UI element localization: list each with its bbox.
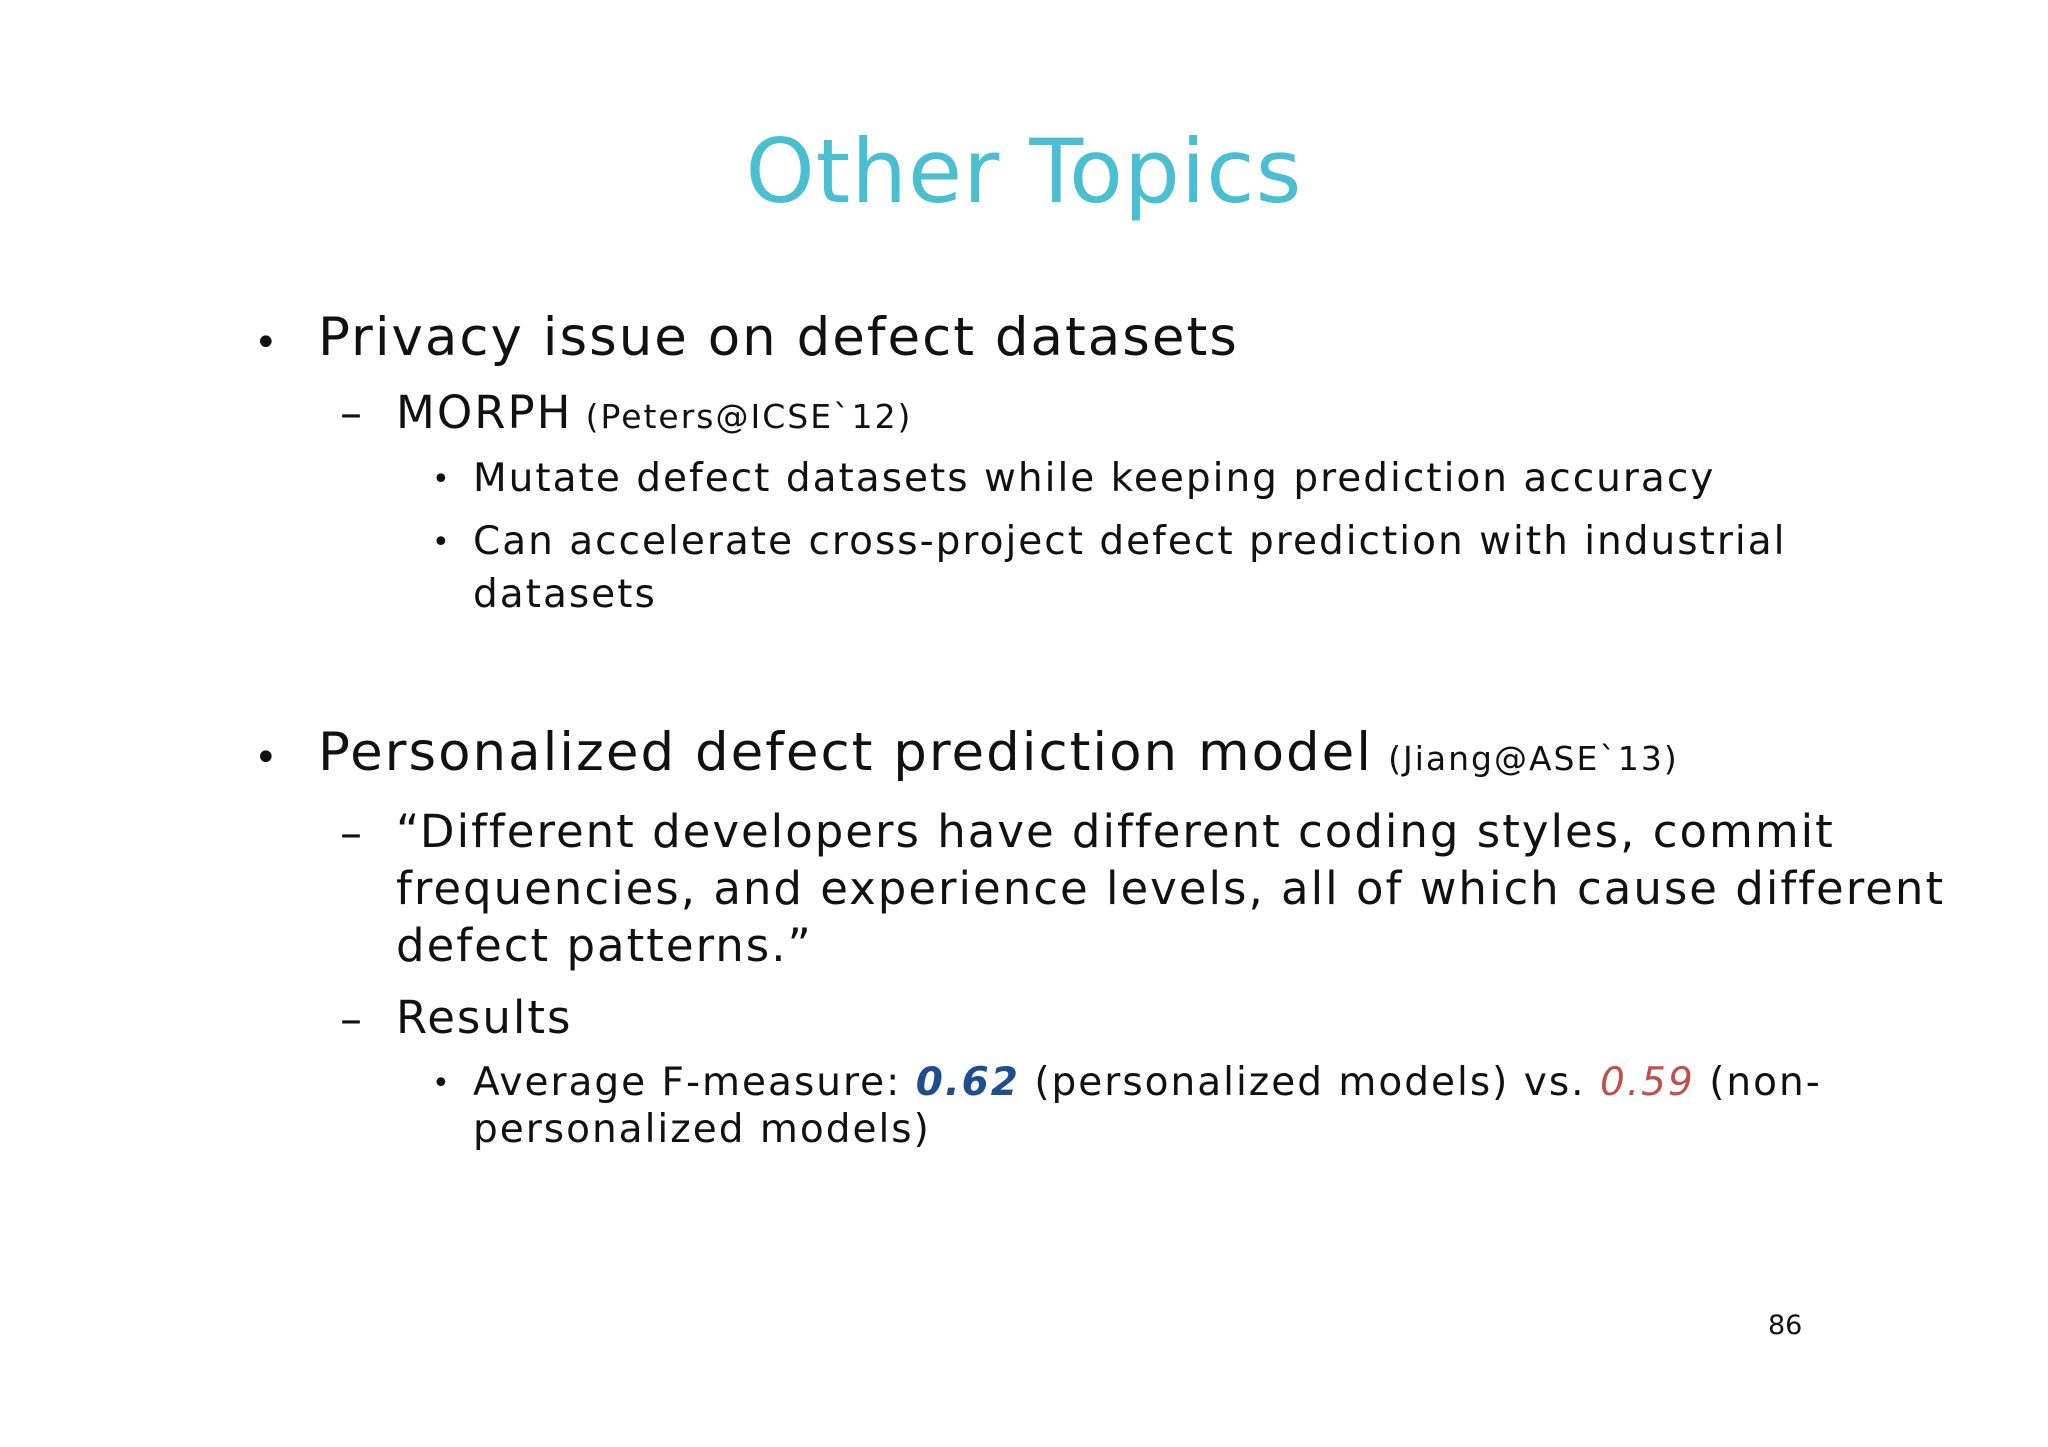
bullet-marker: • — [432, 462, 450, 497]
quote-line: frequencies, and experience levels, all of which cause different — [396, 862, 1946, 915]
bullet-marker: • — [432, 525, 450, 560]
section-heading-personalized-line — [318, 722, 1679, 783]
jiang-citation: (Jiang@ASE`13) — [1388, 739, 1679, 778]
f-measure-nonpersonalized: 0.59 — [1599, 1060, 1695, 1105]
bullet-marker: • — [432, 1066, 450, 1101]
result-prefix: Average F-measure: — [473, 1060, 916, 1105]
morph-label: MORPH — [396, 386, 573, 439]
quote-line: “Different developers have different coding styles, commit — [396, 805, 1835, 858]
morph-citation: (Peters@ICSE`12) — [585, 397, 913, 436]
bullet-marker: • — [254, 320, 278, 366]
results-label: Results — [396, 991, 573, 1044]
page-number: 86 — [1768, 1310, 1803, 1341]
bullet-marker: • — [254, 735, 278, 781]
f-measure-personalized: 0.62 — [915, 1060, 1020, 1105]
morph-line — [396, 386, 912, 439]
list-item-continuation: datasets — [473, 572, 657, 617]
slide-title: Other Topics — [745, 120, 1303, 223]
result-suffix: (non- — [1694, 1060, 1822, 1105]
section-heading-personalized: Personalized defect prediction model — [318, 722, 1374, 783]
quote-line: defect patterns.” — [396, 919, 813, 972]
list-item: Can accelerate cross-project defect prediction with industrial — [473, 519, 1787, 564]
dash-marker: – — [340, 994, 362, 1045]
result-line-continuation: personalized models) — [473, 1107, 931, 1152]
list-item: Mutate defect datasets while keeping prediction accuracy — [473, 456, 1716, 501]
result-middle: (personalized models) vs. — [1019, 1060, 1600, 1105]
dash-marker: – — [340, 388, 362, 439]
section-heading-privacy: Privacy issue on defect datasets — [318, 307, 1239, 368]
result-line — [473, 1060, 1822, 1105]
dash-marker: – — [340, 808, 362, 859]
